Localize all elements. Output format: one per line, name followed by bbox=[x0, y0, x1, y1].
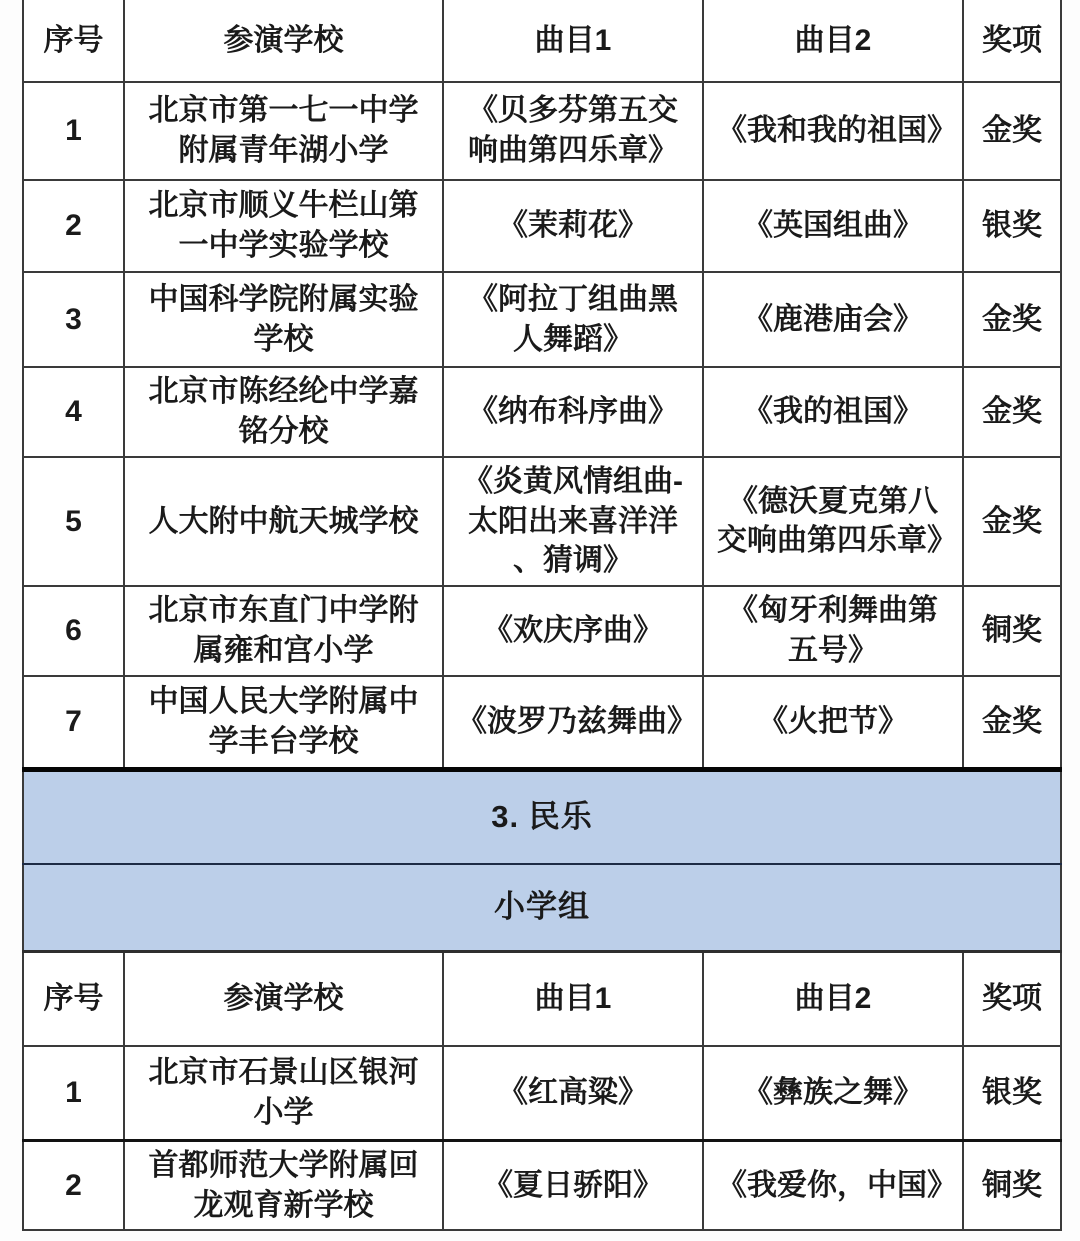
row-song2: 《我和我的祖国》 bbox=[703, 82, 963, 180]
table1-header-award: 奖项 bbox=[963, 0, 1061, 82]
row-award: 金奖 bbox=[963, 457, 1061, 586]
row-song2: 《德沃夏克第八交响曲第四乐章》 bbox=[703, 457, 963, 586]
table-row bbox=[23, 457, 1061, 586]
row-song1: 《红高粱》 bbox=[443, 1046, 703, 1141]
row-award: 铜奖 bbox=[963, 1141, 1061, 1231]
row-song2: 《火把节》 bbox=[703, 676, 963, 770]
table2-header-song2: 曲目2 bbox=[703, 952, 963, 1046]
table1-header-no: 序号 bbox=[23, 0, 124, 82]
table-row bbox=[23, 367, 1061, 457]
row-no: 1 bbox=[23, 82, 124, 180]
table2-header-school: 参演学校 bbox=[124, 952, 443, 1046]
section-group-label: 小学组 bbox=[23, 864, 1061, 952]
row-school: 中国科学院附属实验学校 bbox=[124, 272, 443, 367]
row-no: 3 bbox=[23, 272, 124, 367]
table-row bbox=[23, 180, 1061, 272]
row-award: 金奖 bbox=[963, 676, 1061, 770]
row-award: 铜奖 bbox=[963, 586, 1061, 676]
table2-header-row bbox=[23, 952, 1061, 1046]
table2-header-award: 奖项 bbox=[963, 952, 1061, 1046]
row-award: 银奖 bbox=[963, 180, 1061, 272]
row-song2: 《彝族之舞》 bbox=[703, 1046, 963, 1141]
row-award: 金奖 bbox=[963, 367, 1061, 457]
row-school: 北京市顺义牛栏山第一中学实验学校 bbox=[124, 180, 443, 272]
row-song1: 《茉莉花》 bbox=[443, 180, 703, 272]
table2-header-no: 序号 bbox=[23, 952, 124, 1046]
table2-header-song1: 曲目1 bbox=[443, 952, 703, 1046]
table-row bbox=[23, 272, 1061, 367]
table-row bbox=[23, 82, 1061, 180]
row-no: 2 bbox=[23, 1141, 124, 1231]
row-no: 2 bbox=[23, 180, 124, 272]
section-band-category bbox=[23, 770, 1061, 864]
table-row bbox=[23, 1141, 1061, 1231]
row-song1: 《纳布科序曲》 bbox=[443, 367, 703, 457]
row-no: 7 bbox=[23, 676, 124, 770]
row-no: 4 bbox=[23, 367, 124, 457]
row-song1: 《炎黄风情组曲-太阳出来喜洋洋、猜调》 bbox=[443, 457, 703, 586]
section-category-label: 3. 民乐 bbox=[23, 770, 1061, 864]
table1-header-song1: 曲目1 bbox=[443, 0, 703, 82]
row-song2: 《鹿港庙会》 bbox=[703, 272, 963, 367]
table-row bbox=[23, 676, 1061, 770]
table1-header-school: 参演学校 bbox=[124, 0, 443, 82]
row-no: 1 bbox=[23, 1046, 124, 1141]
row-song1: 《阿拉丁组曲黑人舞蹈》 bbox=[443, 272, 703, 367]
row-school: 北京市第一七一中学附属青年湖小学 bbox=[124, 82, 443, 180]
row-song2: 《匈牙利舞曲第五号》 bbox=[703, 586, 963, 676]
row-school: 中国人民大学附属中学丰台学校 bbox=[124, 676, 443, 770]
row-school: 人大附中航天城学校 bbox=[124, 457, 443, 586]
table-row bbox=[23, 1046, 1061, 1141]
section-band-group bbox=[23, 864, 1061, 952]
row-song2: 《我的祖国》 bbox=[703, 367, 963, 457]
row-school: 北京市陈经纶中学嘉铭分校 bbox=[124, 367, 443, 457]
awards-results-table bbox=[22, 0, 1062, 1231]
row-school: 北京市石景山区银河小学 bbox=[124, 1046, 443, 1141]
table1-header-row bbox=[23, 0, 1061, 82]
row-award: 金奖 bbox=[963, 272, 1061, 367]
table1-header-song2: 曲目2 bbox=[703, 0, 963, 82]
row-song2: 《英国组曲》 bbox=[703, 180, 963, 272]
row-no: 6 bbox=[23, 586, 124, 676]
row-song1: 《欢庆序曲》 bbox=[443, 586, 703, 676]
row-song1: 《夏日骄阳》 bbox=[443, 1141, 703, 1231]
row-no: 5 bbox=[23, 457, 124, 586]
row-song2: 《我爱你，中国》 bbox=[703, 1141, 963, 1231]
row-award: 银奖 bbox=[963, 1046, 1061, 1141]
row-song1: 《波罗乃兹舞曲》 bbox=[443, 676, 703, 770]
row-school: 首都师范大学附属回龙观育新学校 bbox=[124, 1141, 443, 1231]
row-song1: 《贝多芬第五交响曲第四乐章》 bbox=[443, 82, 703, 180]
row-award: 金奖 bbox=[963, 82, 1061, 180]
row-school: 北京市东直门中学附属雍和宫小学 bbox=[124, 586, 443, 676]
table-row bbox=[23, 586, 1061, 676]
